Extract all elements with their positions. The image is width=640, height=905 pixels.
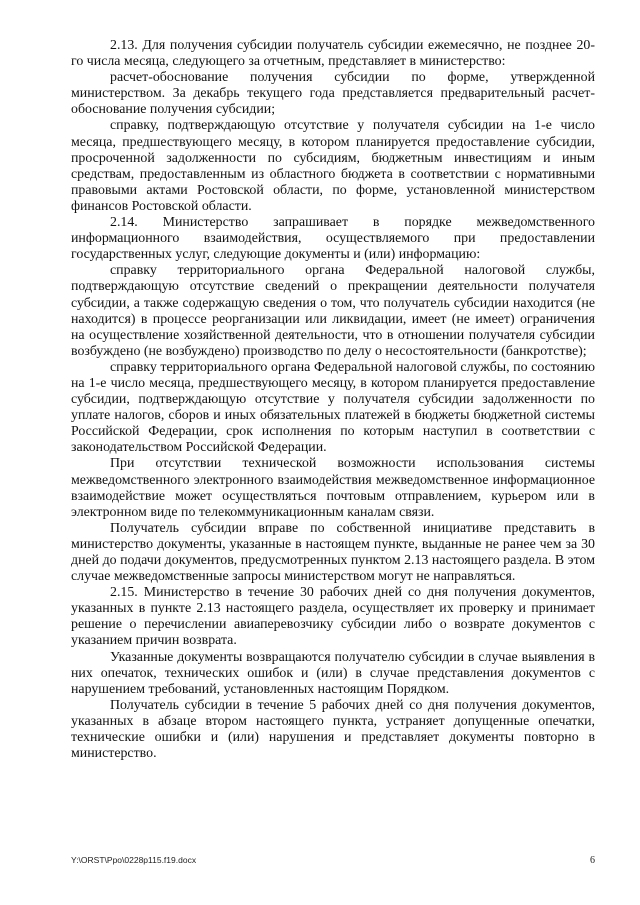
paragraph-calculation: расчет-обоснование получения субсидии по форме, утвержденной министерством. За декабрь текущего года представляется предварительный расчет-обоснование получения субсидии; bbox=[71, 70, 595, 118]
paragraph-2-14: 2.14. Министерство запрашивает в порядке межведомственного информационного взаимодействия, осуществляемого при предоставлении государственных услуг, следующие документы и (или) информацию: bbox=[71, 215, 595, 263]
paragraph-2-13: 2.13. Для получения субсидии получатель субсидии ежемесячно, не позднее 20-го числа месяца, следующего за отчетным, представляет в министерство: bbox=[71, 38, 595, 70]
file-path: Y:\ORST\Ppo\0228p115.f19.docx bbox=[71, 855, 197, 865]
paragraph-tax-certificate-activity: справку территориального органа Федеральной налоговой службы, подтверждающую отсутствие сведений о прекращении деятельности получателя субсидии, а также содержащую сведения о том, что получатель субсидии находится (не находится) в процессе реорганизации или ликвидации, имеет (не имеет) ограничения на осуществление хозяйственной деятельности, что в отношении получателя субсидии возбуждено (не возбуждено) производство по делу о несостоятельности (банкротстве); bbox=[71, 263, 595, 359]
paragraph-own-initiative: Получатель субсидии вправе по собственной инициативе представить в министерство документы, указанные в настоящем пункте, выданные не ранее чем за 30 дней до подачи документов, предусмотренных пунктом 2.13 настоящего раздела. В этом случае межведомственные запросы министерством могут не направляться. bbox=[71, 520, 595, 585]
paragraph-no-technical-possibility: При отсутствии технической возможности использования системы межведомственного электронного взаимодействия межведомственное информационное взаимодействие может осуществляться почтовым отправлением, курьером или в электронном виде по телекоммуникационным каналам связи. bbox=[71, 456, 595, 520]
paragraph-certificate-debt: справку, подтверждающую отсутствие у получателя субсидии на 1-е число месяца, предшествующего месяцу, в котором планируется предоставление субсидии, просроченной задолженности по субсидиям, бюджетным инвестициям и иным средствам, предоставленным из областного бюджета в соответствии с нормативными правовыми актами Ростовской области, по форме, установленной министерством финансов Ростовской области. bbox=[71, 118, 595, 214]
paragraph-2-15: 2.15. Министерство в течение 30 рабочих дней со дня получения документов, указанных в пункте 2.13 настоящего раздела, осуществляет их проверку и принимает решение о перечислении авиаперевозчику субсидии либо о возврате документов с указанием причин возврата. bbox=[71, 585, 595, 649]
paragraph-resubmission: Получатель субсидии в течение 5 рабочих дней со дня получения документов, указанных в абзаце втором настоящего пункта, устраняет допущенные опечатки, технические ошибки и (или) нарушения и представляет документы повторно в министерство. bbox=[71, 697, 595, 762]
page-number: 6 bbox=[590, 855, 595, 866]
document-body bbox=[71, 38, 595, 762]
paragraph-tax-certificate-arrears: справку территориального органа Федеральной налоговой службы, по состоянию на 1-е число месяца, предшествующего месяцу, в котором планируется предоставление субсидии, подтверждающую отсутствие у получателя субсидии задолженности по уплате налогов, сборов и иных обязательных платежей в бюджеты бюджетной системы Российской Федерации, срок исполнения по которым наступил в соответствии с законодательством Российской Федерации. bbox=[71, 359, 595, 456]
paragraph-returned-documents: Указанные документы возвращаются получателю субсидии в случае выявления в них опечаток, технических ошибок и (или) в случае представления документов с нарушением требований, установленных настоящим Порядком. bbox=[71, 649, 595, 697]
